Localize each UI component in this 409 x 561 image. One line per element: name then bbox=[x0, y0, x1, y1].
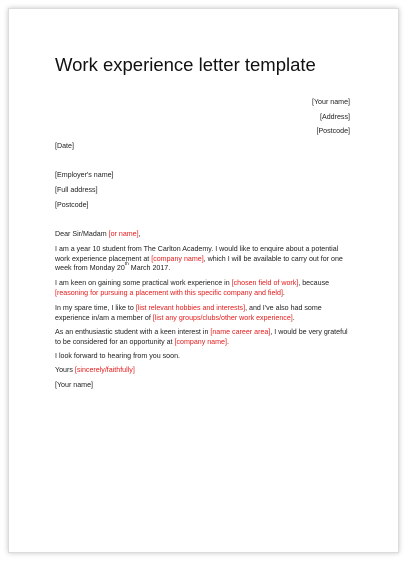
salutation-text: Dear Sir/Madam bbox=[55, 230, 109, 238]
sender-name: [Your name] bbox=[312, 98, 350, 106]
paragraph-2-text-2: , because bbox=[298, 279, 330, 287]
date-ordinal-suffix: th bbox=[124, 262, 129, 268]
paragraph-2-placeholder-2: [reasoning for pursuing a placement with this specific company and field] bbox=[55, 288, 283, 297]
recipient-postcode: [Postcode] bbox=[55, 201, 89, 209]
paragraph-1-text-1: I am a year 10 student from The Carlton Academy. I would like to enquire about a potential work experience placement at bbox=[55, 245, 339, 263]
paragraph-4-placeholder-2: [company name] bbox=[174, 337, 227, 346]
letter-date: [Date] bbox=[55, 142, 74, 150]
paragraph-2-text-3: . bbox=[282, 288, 285, 297]
paragraph-3-text-2: , and I've also had some experience in/am a member of bbox=[55, 304, 322, 322]
paragraph-4-text-1: As an enthusiastic student with a keen interest in bbox=[55, 328, 211, 336]
paragraph-4-text-2: , I would be very grateful to be considered for an opportunity at bbox=[55, 328, 348, 346]
paragraph-3-placeholder-1: [list relevant hobbies and interests] bbox=[135, 304, 246, 312]
signature-name: [Your name] bbox=[55, 381, 93, 389]
paragraph-2-text-1: I am keen on gaining some practical work experience in bbox=[55, 279, 232, 287]
paragraph-4-text-3: . bbox=[226, 337, 229, 346]
paragraph-1-placeholder: [company name] bbox=[151, 254, 204, 263]
paragraph-1-text-2: , which I will be available to carry out for one week from Monday 20 bbox=[55, 254, 343, 273]
salutation bbox=[55, 230, 141, 240]
paragraph-3-text-1: In my spare time, I like to bbox=[55, 304, 136, 312]
salutation-end: , bbox=[138, 230, 141, 238]
closing-placeholder: [sincerely/faithfully] bbox=[74, 366, 135, 374]
paragraph-3-text-3: . bbox=[292, 313, 295, 322]
closing-text: Yours bbox=[55, 366, 75, 374]
sender-postcode: [Postcode] bbox=[316, 127, 350, 135]
paragraph-4-placeholder-1: [name career area] bbox=[210, 328, 271, 336]
salutation-placeholder: [or name] bbox=[108, 230, 139, 238]
recipient-address: [Full address] bbox=[55, 186, 98, 194]
paragraph-1-text-3: March 2017. bbox=[128, 264, 171, 273]
document-title: Work experience letter template bbox=[55, 54, 316, 75]
sender-address: [Address] bbox=[320, 113, 350, 121]
paragraph-5: I look forward to hearing from you soon. bbox=[55, 352, 180, 360]
paragraph-2-placeholder-1: [chosen field of work] bbox=[231, 279, 299, 287]
document-page bbox=[8, 8, 399, 553]
closing-line bbox=[55, 366, 135, 376]
paragraph-4 bbox=[55, 328, 355, 347]
paragraph-1 bbox=[55, 245, 355, 274]
paragraph-3 bbox=[55, 304, 355, 323]
recipient-name: [Employer's name] bbox=[55, 171, 114, 179]
paragraph-3-placeholder-2: [list any groups/clubs/other work experience] bbox=[152, 313, 293, 322]
paragraph-2 bbox=[55, 279, 355, 298]
